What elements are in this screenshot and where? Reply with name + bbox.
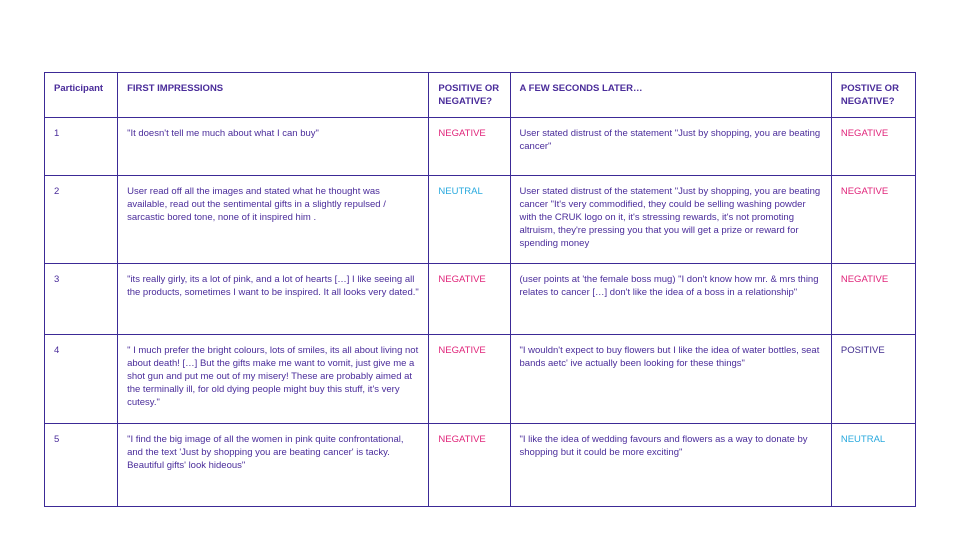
user-research-table xyxy=(44,72,916,507)
later-sentiment: POSITIVE xyxy=(831,335,915,423)
first-impression-text: "I find the big image of all the women in pink quite confrontational, and the text 'Just by shopping you are beating cancer' is tacky. Beautiful gifts' look hideous" xyxy=(118,423,429,506)
first-sentiment: NEUTRAL xyxy=(429,176,510,263)
later-sentiment: NEGATIVE xyxy=(831,118,915,176)
table-header-row xyxy=(45,73,916,118)
later-sentiment: NEGATIVE xyxy=(831,263,915,334)
first-impression-text: User read off all the images and stated what he thought was available, read out the sentimental gifts in a slightly repulsed / sarcastic bored tone, none of it inspired him . xyxy=(118,176,429,263)
header-first-sentiment: POSITIVE OR NEGATIVE? xyxy=(429,73,510,118)
first-sentiment: NEGATIVE xyxy=(429,263,510,334)
later-sentiment: NEUTRAL xyxy=(831,423,915,506)
later-text: (user points at 'the female boss mug) "I don't know how mr. & mrs thing relates to cancer […] don't like the idea of a boss in a relationship" xyxy=(510,263,831,334)
table-row xyxy=(45,176,916,263)
first-sentiment: NEGATIVE xyxy=(429,118,510,176)
header-few-seconds-later: A FEW SECONDS LATER… xyxy=(510,73,831,118)
participant-number: 4 xyxy=(45,335,118,423)
participant-number: 2 xyxy=(45,176,118,263)
later-text: "I like the idea of wedding favours and flowers as a way to donate by shopping but it could be more exciting" xyxy=(510,423,831,506)
first-sentiment: NEGATIVE xyxy=(429,423,510,506)
later-text: "I wouldn't expect to buy flowers but I like the idea of water bottles, seat bands aetc' ive actually been looking for these things" xyxy=(510,335,831,423)
first-sentiment: NEGATIVE xyxy=(429,335,510,423)
participant-number: 1 xyxy=(45,118,118,176)
first-impression-text: "its really girly, its a lot of pink, and a lot of hearts […] I like seeing all the products, sometimes I want to be inspired. It all looks very dated." xyxy=(118,263,429,334)
first-impression-text: " I much prefer the bright colours, lots of smiles, its all about living not about death! […] But the gifts make me want to vomit, just give me a shot gun and put me out of my misery! These are probably aimed at the terminally ill, for old dying people might buy this stuff, it's very cutesy." xyxy=(118,335,429,423)
table-row xyxy=(45,423,916,506)
table-row xyxy=(45,335,916,423)
first-impression-text: "It doesn't tell me much about what I can buy" xyxy=(118,118,429,176)
table-row xyxy=(45,118,916,176)
later-sentiment: NEGATIVE xyxy=(831,176,915,263)
later-text: User stated distrust of the statement "Just by shopping, you are beating cancer "It's very commodified, they could be selling washing powder with the CRUK logo on it, it's stressing rewards, it's not promoting altruism, they're pressing you that you will get a prize or reward for spending money xyxy=(510,176,831,263)
later-text: User stated distrust of the statement "Just by shopping, you are beating cancer" xyxy=(510,118,831,176)
participant-number: 3 xyxy=(45,263,118,334)
table-row xyxy=(45,263,916,334)
header-later-sentiment: POSTIVE OR NEGATIVE? xyxy=(831,73,915,118)
header-first-impressions: FIRST IMPRESSIONS xyxy=(118,73,429,118)
participant-number: 5 xyxy=(45,423,118,506)
header-participant: Participant xyxy=(45,73,118,118)
